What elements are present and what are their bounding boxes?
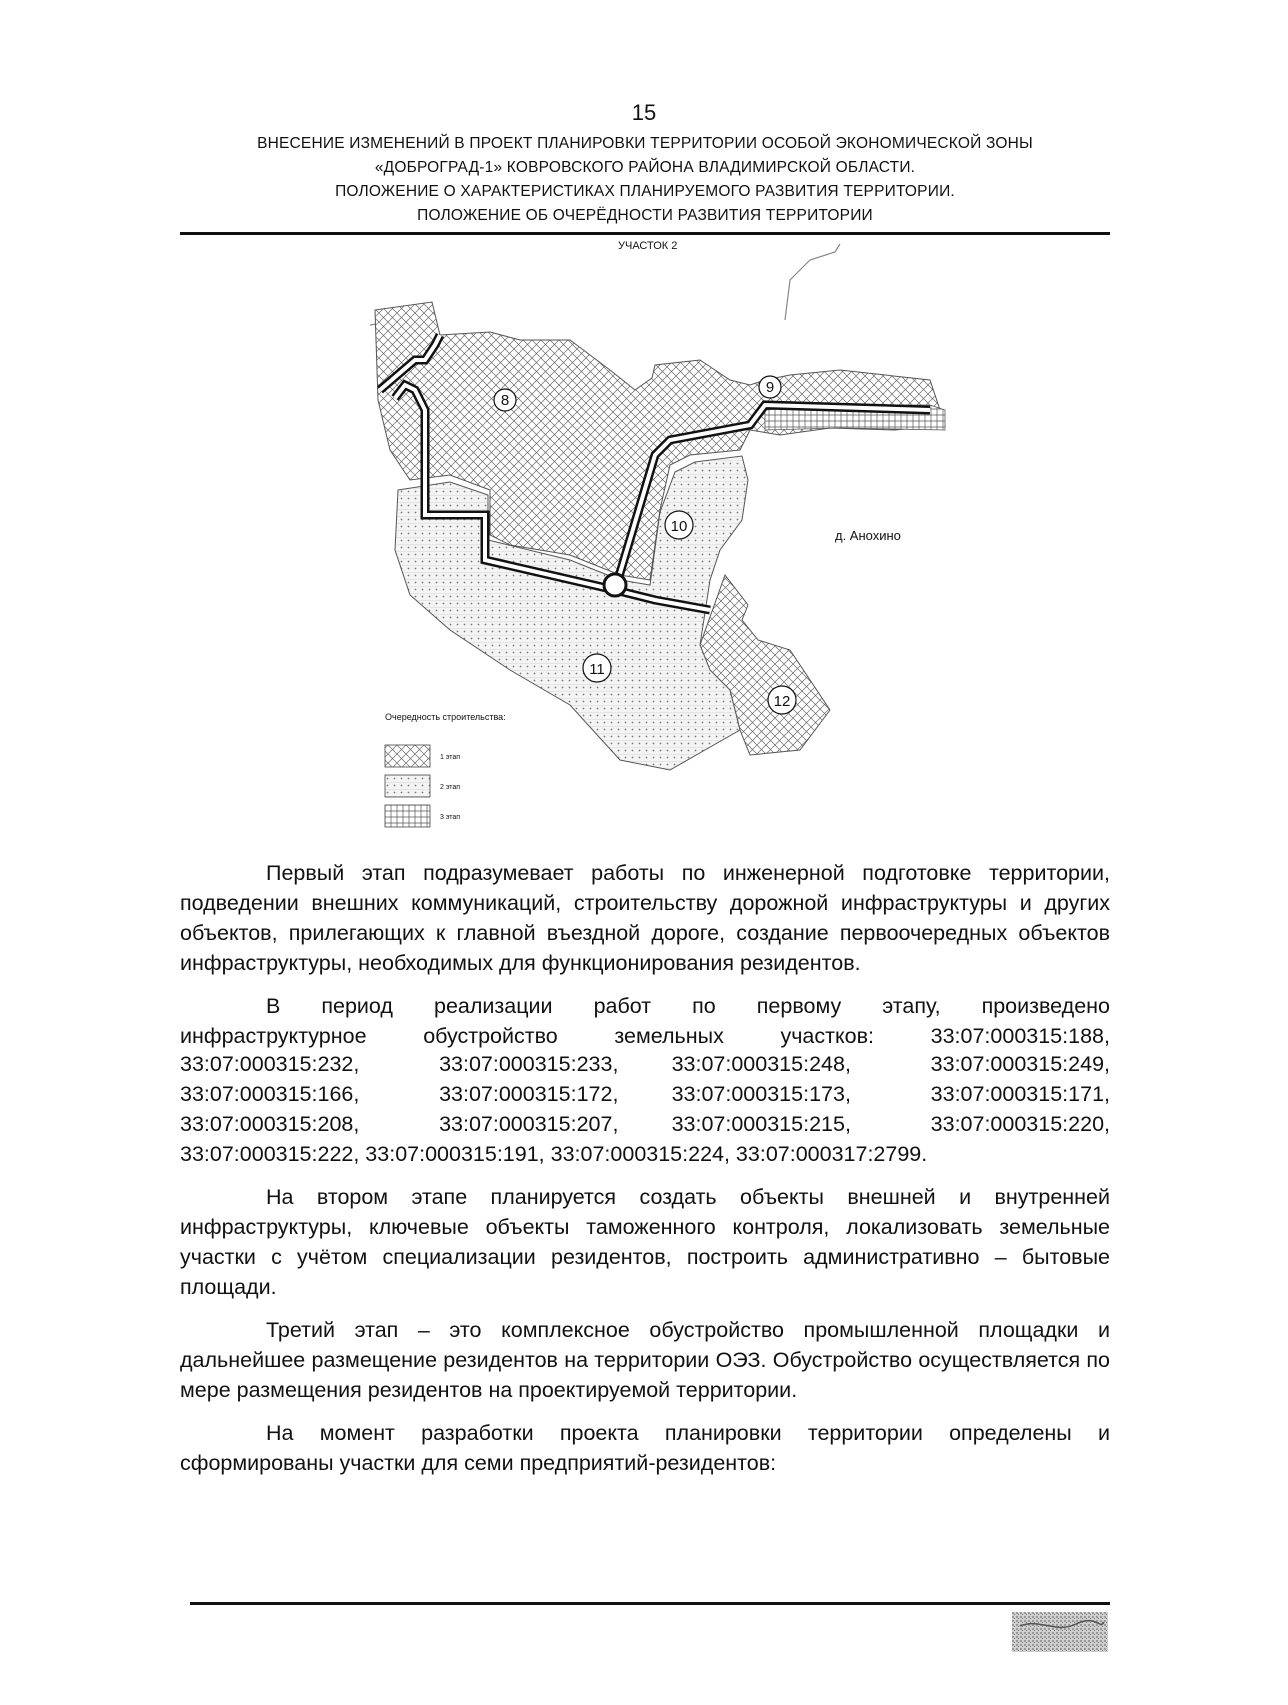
word: этапу, [882,994,941,1018]
boundary-line [370,244,840,325]
site-plan-map [370,240,1030,850]
footer-rule [190,1602,1110,1605]
paragraph-lead-line [180,991,1110,1021]
header-line: ПОЛОЖЕНИЕ О ХАРАКТЕРИСТИКАХ ПЛАНИРУЕМОГО РАЗВИТИЯ ТЕРРИТОРИИ. [335,183,955,200]
cadastral-number: 33:07:000315:171, [930,1082,1110,1106]
word: работ [593,994,652,1018]
plot-label-11: 11 [589,661,605,678]
table-row [180,1109,1110,1139]
legend-title: Очередность строительства: [385,712,506,722]
paragraph-second-stage: На втором этапе планируется создать объекты внешней и внутренней инфраструктуры, ключевые объекты таможенного контроля, локализовать земельные участки с учётом специализации резидентов, построить административно – бытовые площади. [180,1185,1110,1299]
paragraph-first-stage: Первый этап подразумевает работы по инженерной подготовке территории, подведении внешних коммуникаций, строительству дорожной инфраструктуры и других объектов, прилегающих к главной въездной дороге, создание первоочередных объектов инфраструктуры, необходимых для функционирования резидентов. [180,861,1110,975]
document-header [180,132,1110,228]
cadastral-number: 33:07:000315:208, [180,1112,360,1136]
header-rule [180,232,1110,235]
word: по [692,994,716,1018]
legend-label-stage-2: 2 этап [440,784,461,791]
cadastral-number: 33:07:000315:172, [439,1082,619,1106]
legend-label-stage-1: 1 этап [440,754,461,761]
plot-label-9: 9 [765,379,775,396]
word: реализации [433,994,553,1018]
footer-stamp-image [1012,1612,1108,1652]
map-legend [385,712,506,827]
word: участков: [780,1024,874,1048]
cadastral-number: 33:07:000315:249, [930,1052,1110,1076]
cadastral-number-table [180,1049,1110,1139]
word: первому [756,994,842,1018]
paragraph-second-line [180,1021,1110,1051]
word: земельных [614,1024,724,1048]
legend-swatch-stage-2 [385,775,430,797]
village-label: д. Анохино [835,528,901,543]
header-line: «ДОБРОГРАД-1» КОВРОВСКОГО РАЙОНА ВЛАДИМИРСКОЙ ОБЛАСТИ. [374,159,916,176]
cadastral-number: 33:07:000315:232, [180,1052,360,1076]
table-row [180,1049,1110,1079]
legend-swatch-stage-1 [385,745,430,767]
cadastral-last-line: 33:07:000315:222, 33:07:000315:191, 33:07:000315:224, 33:07:000317:2799. [180,1142,928,1166]
legend-label-stage-3: 3 этап [440,814,461,821]
document-body [180,858,1110,1491]
word: произведено [981,994,1110,1018]
cadastral-number: 33:07:000315:248, [671,1052,851,1076]
word: обустройство [423,1024,558,1048]
word: В [266,994,281,1018]
plot-label-12: 12 [773,693,791,710]
header-line: ПОЛОЖЕНИЕ ОБ ОЧЕРЁДНОСТИ РАЗВИТИЯ ТЕРРИТОРИИ [417,207,873,224]
plot-label-10: 10 [670,518,688,535]
paragraph-residents: На момент разработки проекта планировки территории определены и сформированы участки для семи предприятий-резидентов: [180,1421,1110,1475]
plot-label-8: 8 [500,392,510,409]
map-title: УЧАСТОК 2 [618,240,678,253]
paragraph-cadastral [180,991,1110,1169]
paragraph-third-stage: Третий этап – это комплексное обустройство промышленной площадки и дальнейшее размещение резидентов на территории ОЭЗ. Обустройство осуществляется по мере размещения резидентов на проектируемой территории. [180,1318,1110,1402]
cadastral-number: 33:07:000315:173, [671,1082,851,1106]
cadastral-number: 33:07:000315:207, [439,1112,619,1136]
cadastral-number: 33:07:000315:220, [930,1112,1110,1136]
site-plan-svg [370,240,1030,850]
word: инфраструктурное [180,1024,367,1048]
cadastral-number: 33:07:000315:166, [180,1082,360,1106]
cadastral-number: 33:07:000315:233, [439,1052,619,1076]
cadastral-number: 33:07:000315:215, [671,1112,851,1136]
table-row [180,1079,1110,1109]
legend-swatch-stage-3 [385,805,430,827]
cadastral-number: 33:07:000315:188, [930,1024,1110,1048]
header-line: ВНЕСЕНИЕ ИЗМЕНЕНИЙ В ПРОЕКТ ПЛАНИРОВКИ ТЕРРИТОРИИ ОСОБОЙ ЭКОНОМИЧЕСКОЙ ЗОНЫ [257,135,1033,152]
page-number: 15 [631,100,657,125]
word: период [321,994,393,1018]
